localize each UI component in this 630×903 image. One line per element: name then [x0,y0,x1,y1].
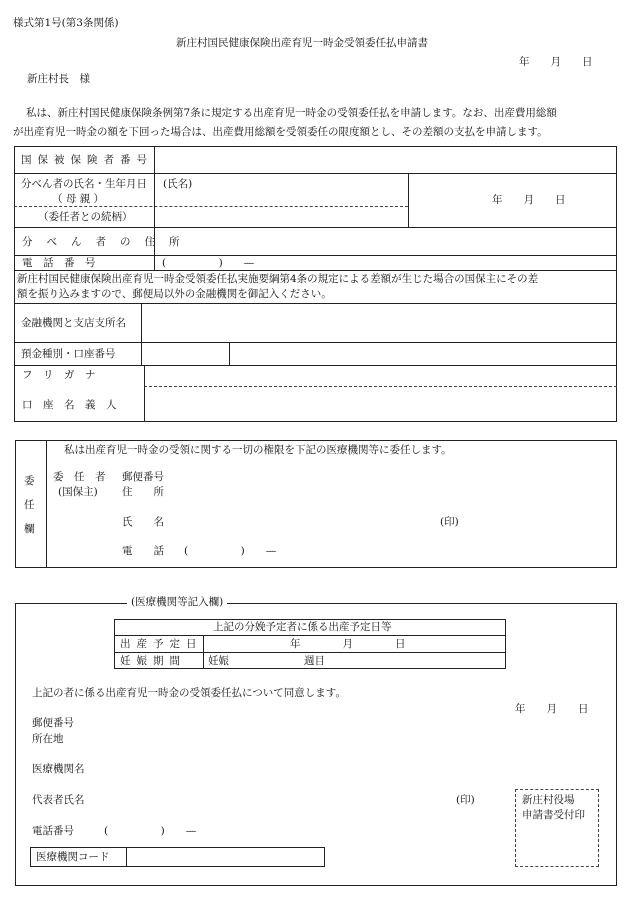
phone-field[interactable]: ( ) — [162,257,255,269]
insured-number-label: 国保被保険者番号 [21,154,153,166]
medical-heading: (医療機関等記入欄) [127,597,227,608]
pregnancy-prefix: 妊娠 [208,655,229,667]
medical-postal-label: 郵便番号 [32,717,74,729]
addressee: 新庄村長 様 [27,73,90,85]
medical-phone-field[interactable]: ( ) — [104,825,197,837]
delegator-phone-field[interactable]: ( ) — [184,545,277,557]
due-date-label: 出産予定日 [120,638,203,650]
delegation-statement: 私は出産育児一時金の受領に関する一切の権限を下記の医療機関等に委任します。 [64,444,452,456]
furigana-field[interactable] [150,370,610,383]
bank-label: 金融機関と支店支所名 [21,317,126,329]
account-holder-field[interactable] [150,395,610,411]
due-date-field[interactable]: 年 月 日 [290,638,406,650]
delegator-seal: (印) [440,516,459,528]
institution-code-label: 医療機関コード [36,851,110,863]
delegator-label: 委 任 者 [53,471,106,483]
delegation-section [15,440,617,568]
delegator-address-label: 住 所 [122,486,164,498]
address-field[interactable] [162,235,602,249]
pregnancy-weeks-suffix: 週目 [304,655,325,667]
delegator-phone-label: 電 話 [122,545,164,557]
delegator-name-field[interactable] [180,515,430,529]
notice-line-1: 新庄村国民健康保険出産育児一時金受領委任払実施要綱第4条の規定による差額が生じた場合の国保主にその差 [17,273,539,285]
intro-line-1: 私は、新庄村国民健康保険条例第7条に規定する出産育児一時金の受領委任払を申請します。なお、出産費用総額 [26,107,557,119]
representative-label: 代表者氏名 [32,794,85,806]
relation-label: （委任者との続柄） [38,211,133,223]
insured-number-field[interactable] [162,157,602,169]
representative-seal: (印) [456,794,475,806]
account-number-field[interactable] [236,348,610,362]
account-type-label: 預金種別・口座番号 [21,348,116,360]
stamp-office-label: 新庄村役場 [522,794,575,806]
institution-name-label: 医療機関名 [32,763,85,775]
representative-field[interactable] [100,793,440,807]
form-number: 様式第1号(第3条関係) [13,17,119,29]
address-label: 分べん者の住所 [22,236,194,248]
mother-label: （ 母 親 ） [52,193,105,205]
document-title: 新庄村国民健康保険出産育児一時金受領委任払申請書 [176,37,428,49]
medical-phone-label: 電話番号 [32,825,74,837]
account-type-field[interactable] [148,348,224,362]
furigana-label: フ リ ガ ナ [22,369,96,381]
medical-location-label: 所在地 [32,733,64,745]
header-date[interactable]: 年 月 日 [519,56,593,68]
delegator-postal-label: 郵便番号 [122,471,164,483]
name-birth-label: 分べん者の氏名・生年月日 [21,178,147,190]
intro-line-2: が出産育児一時金の額を下回った場合は、出産費用総額を受領委任の限度額とし、その差額の支払を申請します。 [13,126,548,138]
birth-date-field[interactable]: 年 月 日 [492,194,566,206]
delegator-address-field[interactable] [180,485,600,499]
delegation-side-1: 委 [24,475,35,487]
due-date-table-title: 上記の分娩予定者に係る出産予定日等 [213,621,392,633]
stamp-receipt-label: 申請書受付印 [522,809,585,821]
pregnancy-period-label: 妊娠期間 [120,655,186,667]
delegation-side-3: 欄 [24,523,35,535]
pregnancy-weeks-field[interactable] [244,654,300,667]
notice-line-2: 額を振り込みますので、郵便局以外の金融機関を御記入ください。 [17,288,332,300]
bank-field[interactable] [150,314,610,330]
institution-code-field[interactable] [130,850,320,864]
medical-location-field[interactable] [100,732,480,746]
delegation-side-2: 任 [24,499,35,511]
phone-label: 電 話 番 号 [22,257,96,269]
consent-statement: 上記の者に係る出産育児一時金の受領委任払について同意します。 [32,687,346,699]
delegator-name-label: 氏 名 [122,516,164,528]
name-field[interactable]: (氏名) [163,178,193,190]
medical-date[interactable]: 年 月 日 [515,703,589,715]
account-holder-label: 口 座 名 義 人 [22,399,117,411]
delegator-sub-label: (国保主) [58,486,98,498]
institution-name-field[interactable] [100,762,480,776]
